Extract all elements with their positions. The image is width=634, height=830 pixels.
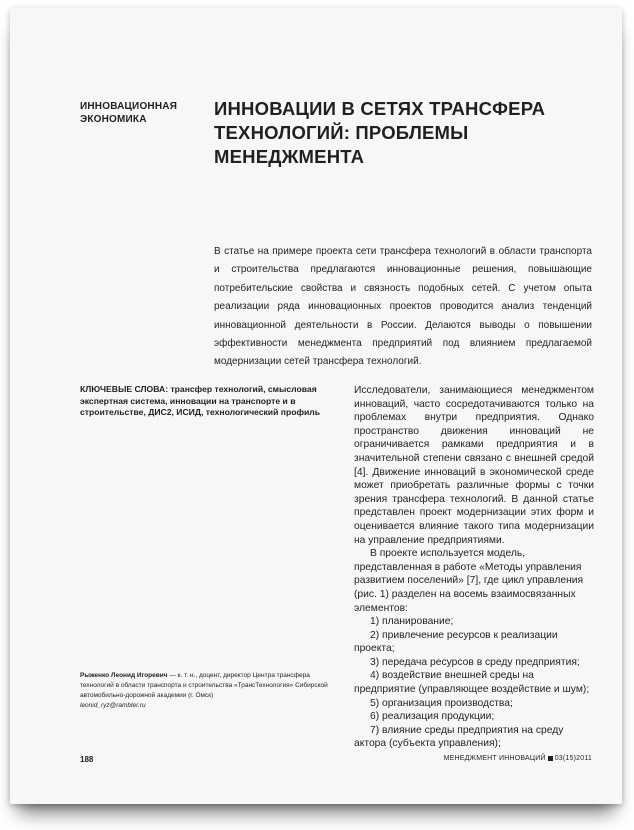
author-email[interactable]: leonid_ryz@rambler.ru	[80, 702, 146, 709]
article-title	[214, 97, 604, 169]
title-line-2: ТЕХНОЛОГИЙ: ПРОБЛЕМЫ МЕНЕДЖМЕНТА	[214, 122, 469, 167]
list-item: 2) привлечение ресурсов к реализации проекта;	[354, 629, 558, 655]
author-details: — к. т. н., доцент, директор Центра трансфера технологий в области транспорта и строительства «ТрансТехнология» Сибирской автомобильно-дорожной академии (г. Омск)	[80, 672, 328, 699]
abstract: В статье на примере проекта сети трансфера технологий в области транспорта и строительства предлагаются инновационные решения, повышающие потребительские свойства и связность подобных сетей. С учетом опыта реализации ряда инновационных проектов проводится анализ тенденций инновационной деятельности в России. Делаются выводы о повышении эффективности менеджмента предприятий под влиянием предлагаемой модернизации сетей трансфера технологий.	[214, 246, 592, 368]
body-paragraph-2: В проекте используется модель, представленная в работе «Методы управления развитием поселений» [7], где цикл управления (рис. 1) разделен на восемь взаимосвязанных элементов:	[354, 548, 584, 614]
rubric-line-1: ИННОВАЦИОННАЯ	[80, 101, 178, 112]
author-name: Рыженко Леонид Игоревич	[80, 672, 168, 679]
square-icon	[548, 756, 553, 761]
journal-issue: 03(15)2011	[554, 755, 592, 762]
body-text	[354, 384, 594, 751]
journal-page	[10, 8, 622, 804]
list-item: 7) влияние среды предприятия на среду актора (субъекта управления);	[354, 724, 564, 750]
list-item: 4) воздействие внешней среды на предприятие (управляющее воздействие и шум);	[354, 670, 590, 696]
author-info	[80, 671, 340, 711]
list-item: 1) планирование;	[370, 616, 454, 628]
list-item: 5) организация производства;	[370, 697, 513, 709]
journal-name: МЕНЕДЖМЕНТ ИННОВАЦИЙ	[443, 755, 546, 762]
keywords: КЛЮЧЕВЫЕ СЛОВА: трансфер технологий, смысловая экспертная система, инновации на транспорте и в строительстве, ДИС2, ИСИД, технологический профиль	[80, 384, 320, 417]
list-item: 3) передача ресурсов в среду предприятия;	[370, 656, 580, 668]
section-rubric	[80, 100, 200, 126]
journal-footer	[430, 755, 592, 762]
list-item: 6) реализация продукции;	[370, 711, 495, 723]
body-paragraph-1: Исследователи, занимающиеся менеджментом инноваций, часто сосредотачиваются только на проблемах внутри предприятия. Однако пространство движения инноваций не ограничивается рамками предприятия и в значительной степени связано с внешней средой [4]. Движение инноваций в экономической среде может приобретать различные формы с точки зрения трансфера технологий. В данной статье представлен проект модернизации этих форм и оценивается влияние такого типа модернизации на управление предприятиями.	[354, 385, 594, 546]
title-line-1: ИННОВАЦИИ В СЕТЯХ ТРАНСФЕРА	[214, 98, 546, 119]
page-number: 188	[80, 755, 94, 764]
rubric-line-2: ЭКОНОМИКА	[80, 114, 147, 125]
